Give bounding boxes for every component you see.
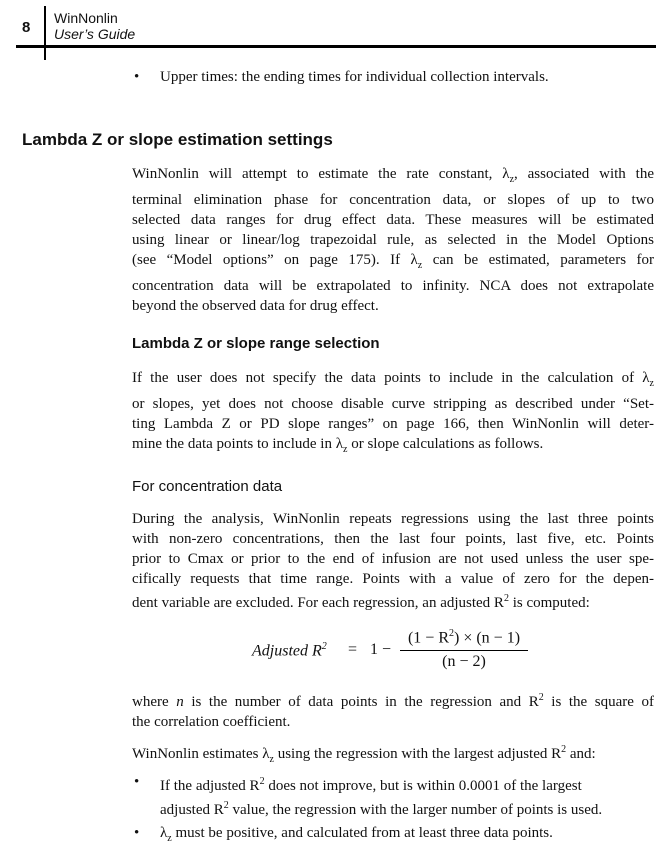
text-run: (see bbox=[132, 252, 167, 268]
text-run: ). If bbox=[370, 252, 411, 268]
list-item bbox=[134, 772, 655, 820]
paragraph-lambda-intro bbox=[132, 164, 654, 316]
equation-numerator: $(1 - R^2) \times (n - 1)$ bbox=[407, 628, 521, 647]
page-header bbox=[0, 0, 670, 60]
para-line: During the analysis, WinNonlin repeats regressions using the last three points bbox=[132, 511, 654, 527]
superscript: 2 bbox=[561, 744, 567, 755]
bullet-text: If the adjusted $R^2$ does not improve, but is within 0.0001 of the largest adjusted $R^2$ value, the regression with the larger number of points is used. bbox=[160, 776, 603, 818]
para-line bbox=[132, 688, 654, 712]
text-run: WinNonlin estimates bbox=[132, 746, 263, 762]
lambda-z-symbol: $\lambda_z$ bbox=[642, 370, 654, 389]
para-line bbox=[132, 414, 654, 434]
paragraph-range-selection bbox=[132, 368, 654, 460]
para-line bbox=[132, 394, 654, 414]
equation-denominator: (n − 2) bbox=[442, 653, 486, 670]
text-run: where bbox=[132, 694, 177, 710]
page-number: 8 bbox=[22, 19, 31, 36]
text-run: can be estimated, parameters for bbox=[422, 252, 654, 268]
para-line: selected data ranges for drug effect data. These measures will be estimated bbox=[132, 212, 654, 228]
lambda-z-symbol: $\lambda_z$ bbox=[335, 436, 348, 455]
header-vertical-rule bbox=[44, 6, 46, 60]
para-line: prior to Cmax or prior to the end of infusion are not used unless the user spe- bbox=[132, 551, 654, 567]
paragraph-estimates bbox=[132, 740, 654, 770]
text-run: or slopes, yet does not choose disable curve stripping as described under bbox=[132, 396, 624, 412]
superscript: 2 bbox=[503, 593, 509, 604]
text-run: dent variable are excluded. For each regression, an adjusted R bbox=[132, 595, 504, 611]
text-run: WinNonlin will attempt to estimate the rate constant, bbox=[132, 166, 503, 182]
section-title: Lambda Z or slope estimation settings bbox=[22, 130, 333, 149]
lambda-z-symbol: $\lambda_z$ bbox=[502, 166, 515, 185]
bullet-text: Upper times: the ending times for individual collection intervals. bbox=[160, 69, 549, 85]
text-run: is the number of data points in the regression and R bbox=[183, 694, 539, 710]
para-line bbox=[132, 740, 654, 770]
text-run: mine the data points to include in bbox=[132, 436, 336, 452]
text-run: or slope calculations as follows. bbox=[347, 436, 544, 452]
equation-fraction bbox=[398, 628, 530, 671]
para-line: terminal elimination phase for concentration data, or slopes of up to two bbox=[132, 192, 654, 208]
para-line bbox=[132, 164, 654, 190]
list-item bbox=[134, 67, 655, 87]
subsubsection-title: For concentration data bbox=[132, 478, 283, 495]
model-options-link[interactable]: “Model options” on page 175 bbox=[166, 252, 371, 268]
text-run: and: bbox=[566, 746, 596, 762]
lambda-z-symbol: $\lambda_z$ bbox=[160, 825, 172, 844]
para-line: the correlation coefficient. bbox=[132, 714, 291, 730]
text-run: If the user does not specify the data points to include in the calculation of bbox=[132, 370, 643, 386]
header-product-name: WinNonlin bbox=[54, 10, 118, 26]
lambda-z-symbol: $\lambda_z$ bbox=[262, 746, 274, 765]
setting-lambda-link[interactable]: “Set- bbox=[623, 396, 654, 412]
superscript: 2 bbox=[538, 692, 544, 703]
list-item bbox=[134, 823, 655, 849]
para-line bbox=[132, 589, 654, 613]
para-line: cifically requests that time range. Points with a value of zero for the depen- bbox=[132, 571, 654, 587]
bullet-icon: • bbox=[134, 69, 140, 85]
equation-one-minus: 1 − bbox=[370, 641, 392, 658]
para-line: beyond the observed data for drug effect. bbox=[132, 298, 379, 314]
para-line: with non-zero concentrations, then the last four points, last five, etc. Points bbox=[132, 531, 654, 547]
bullet-text: $\lambda_z$ must be positive, and calculated from at least three data points. bbox=[160, 825, 553, 844]
adjusted-r2-equation bbox=[252, 628, 552, 678]
setting-lambda-link[interactable]: ting Lambda Z or PD slope ranges” bbox=[132, 416, 375, 432]
paragraph-concentration bbox=[132, 509, 654, 613]
text-run: is the square of bbox=[543, 694, 654, 710]
para-line bbox=[132, 250, 654, 276]
bullet-icon: • bbox=[134, 774, 140, 790]
para-line: using linear or linear/log trapezoidal rule, as selected in the Model Options bbox=[132, 232, 654, 248]
para-line bbox=[132, 368, 654, 394]
para-line bbox=[132, 434, 654, 460]
variable-n: n bbox=[176, 694, 184, 710]
text-run: using the regression with the largest adjusted R bbox=[273, 746, 562, 762]
text-run: , associated with the bbox=[514, 166, 654, 182]
bullet-icon: • bbox=[134, 825, 140, 841]
lambda-z-symbol: $\lambda_z$ bbox=[410, 252, 423, 271]
text-run: on page 166, then WinNonlin will deter- bbox=[374, 416, 654, 432]
subsection-title: Lambda Z or slope range selection bbox=[132, 335, 380, 352]
header-horizontal-rule bbox=[16, 45, 656, 48]
equation-equals: = bbox=[348, 641, 358, 658]
para-line: concentration data will be extrapolated to infinity. NCA does not extrapolate bbox=[132, 278, 654, 294]
equation-lhs: Adjusted $R^2$ bbox=[252, 641, 327, 660]
text-run: is computed: bbox=[508, 595, 590, 611]
paragraph-where-n bbox=[132, 688, 654, 732]
header-guide-name: User’s Guide bbox=[54, 26, 136, 42]
